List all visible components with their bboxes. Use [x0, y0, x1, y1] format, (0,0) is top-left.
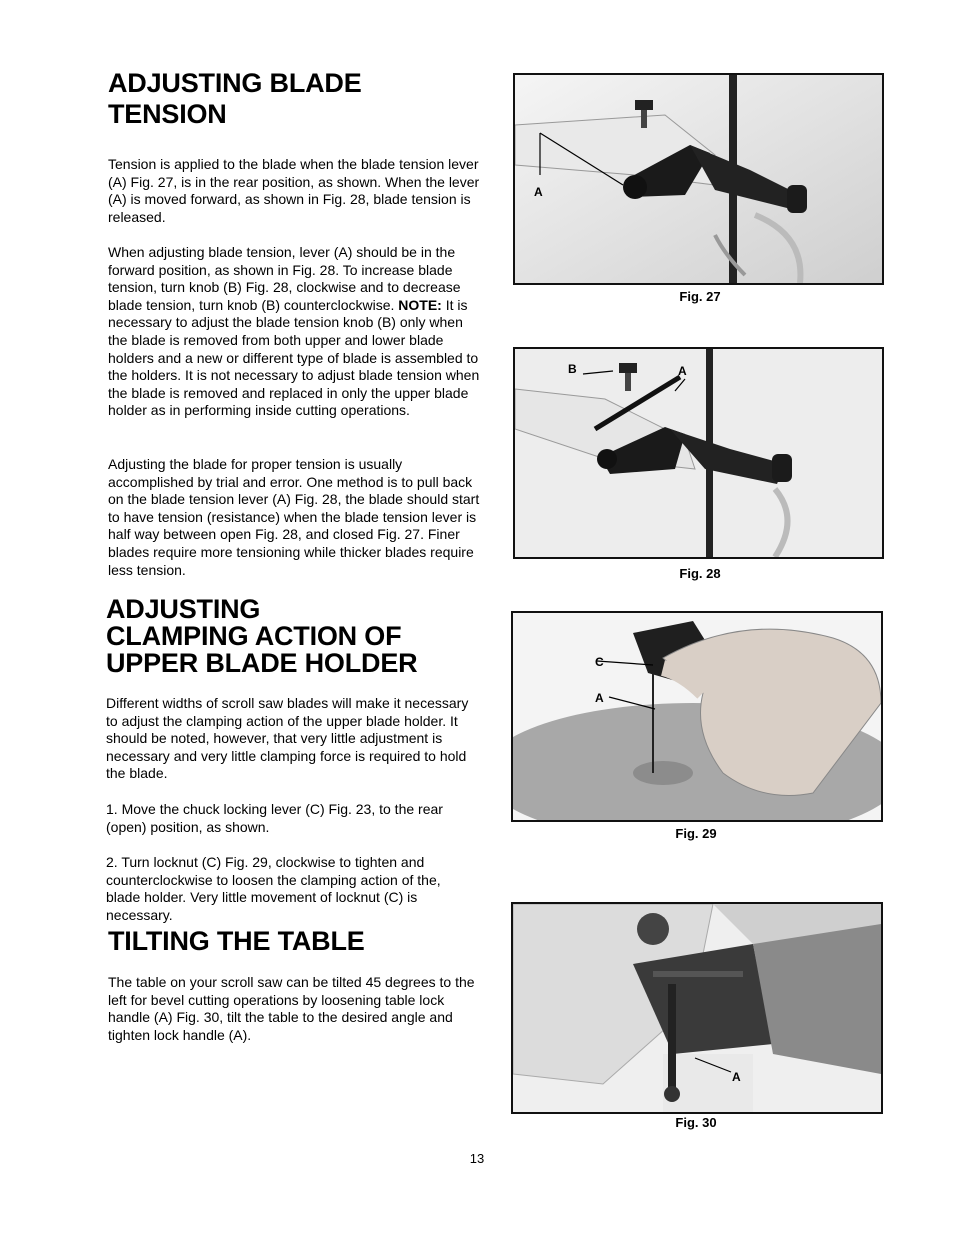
- heading-line: CLAMPING ACTION OF: [106, 621, 402, 651]
- figure-28-caption: Fig. 28: [679, 566, 721, 581]
- figure-29-caption: Fig. 29: [675, 826, 717, 841]
- heading-adjusting-clamping-action: [106, 596, 446, 677]
- paragraph: Tension is applied to the blade when the blade tension lever (A) Fig. 27, is in the rear position, as shown. When the lever (A) is moved forward, as shown in Fig. 28, blade tension is released.: [108, 156, 480, 225]
- fig29-label-a: A: [595, 691, 604, 705]
- paragraph: [108, 244, 480, 420]
- figure-29-photo: [511, 611, 883, 822]
- fig29-label-c: C: [595, 655, 604, 669]
- fig27-label-a: A: [534, 185, 543, 199]
- paragraph-text: It is necessary to adjust the blade tension knob (B) only when the blade is removed from both upper and lower blade holders and a new or different type of blade is assembled to the holders. It is not necessary to adjust blade tension when the blade is removed and replaced in only the upper blade holder as in performing inside cutting operations.: [108, 296, 480, 419]
- fig30-label-a: A: [732, 1070, 741, 1084]
- heading-line: ADJUSTING: [106, 594, 261, 624]
- paragraph: Different widths of scroll saw blades will make it necessary to adjust the clamping action of the upper blade holder. It should be noted, however, that very little adjustment is necessary and very little clamping force is required to hold the blade.: [106, 695, 469, 782]
- figure-27-photo: [513, 73, 884, 285]
- note-label: NOTE:: [398, 296, 442, 313]
- heading-line: TENSION: [108, 99, 227, 129]
- heading-line: ADJUSTING BLADE: [108, 68, 362, 98]
- heading-line: UPPER BLADE HOLDER: [106, 648, 418, 678]
- fig28-label-b: B: [568, 362, 577, 376]
- figure-27-caption: Fig. 27: [679, 289, 721, 304]
- heading-adjusting-blade-tension: [108, 68, 408, 130]
- paragraph: Adjusting the blade for proper tension is usually accomplished by trial and error. One method is to pull back on the blade tension lever (A) Fig. 28, the blade should start to have tension (resistance) when the blade tension lever is half way between open Fig. 28, and closed Fig. 27. Finer blades require more tensioning while thicker blades require less tension.: [108, 456, 480, 578]
- heading-tilting-the-table: TILTING THE TABLE: [108, 926, 365, 956]
- figure-30-photo: [511, 902, 883, 1114]
- step-1: 1. Move the chuck locking lever (C) Fig. 23, to the rear (open) position, as shown.: [106, 801, 443, 835]
- fig28-label-a: A: [678, 364, 687, 378]
- step-2: 2. Turn locknut (C) Fig. 29, clockwise to tighten and counterclockwise to loosen the clamping action of the, blade holder. Very little movement of locknut (C) is necessary.: [106, 854, 441, 923]
- page-number: 13: [469, 1151, 485, 1166]
- figure-28-photo: [513, 347, 884, 559]
- paragraph-text: When adjusting blade tension, lever (A) should be in the forward position, as shown in Fig. 28. To increase blade tension, turn knob (B) Fig. 28, clockwise and to decrease blade tension, turn knob (B) counterclockwise.: [108, 244, 461, 313]
- figure-30-caption: Fig. 30: [675, 1115, 717, 1130]
- paragraph: The table on your scroll saw can be tilted 45 degrees to the left for bevel cutting operations by loosening table lock handle (A) Fig. 30, tilt the table to the desired angle and tighten lock handle (A).: [108, 974, 475, 1043]
